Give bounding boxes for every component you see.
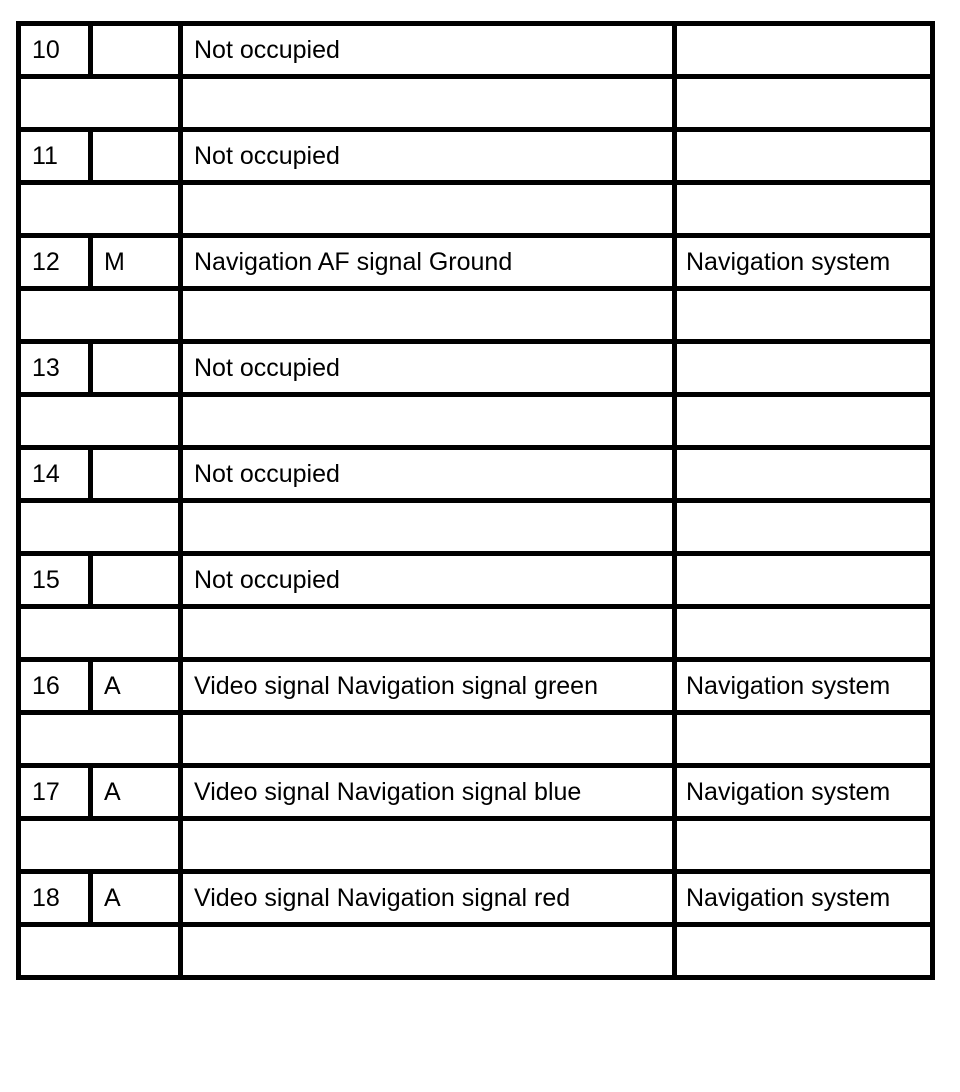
spacer-cell xyxy=(675,183,933,236)
signal-type-cell xyxy=(91,130,181,183)
pin-number-cell: 10 xyxy=(19,24,91,77)
spacer-cell xyxy=(181,607,675,660)
signal-type-cell xyxy=(91,24,181,77)
spacer-cell xyxy=(19,289,181,342)
signal-type-cell xyxy=(91,342,181,395)
spacer-cell xyxy=(675,713,933,766)
description-cell: Not occupied xyxy=(181,130,675,183)
spacer-cell xyxy=(675,289,933,342)
description-cell: Not occupied xyxy=(181,448,675,501)
signal-type-cell xyxy=(91,554,181,607)
source-cell: Navigation system xyxy=(675,660,933,713)
spacer-cell xyxy=(19,819,181,872)
signal-type-cell: M xyxy=(91,236,181,289)
spacer-cell xyxy=(181,713,675,766)
table-row xyxy=(19,130,933,183)
spacer-cell xyxy=(675,925,933,978)
source-cell: Navigation system xyxy=(675,766,933,819)
table-row xyxy=(19,554,933,607)
table-spacer-row xyxy=(19,289,933,342)
table-row xyxy=(19,448,933,501)
spacer-cell xyxy=(181,395,675,448)
spacer-cell xyxy=(19,925,181,978)
signal-type-cell xyxy=(91,448,181,501)
pin-number-cell: 16 xyxy=(19,660,91,713)
source-cell: Navigation system xyxy=(675,236,933,289)
spacer-cell xyxy=(181,77,675,130)
spacer-cell xyxy=(181,819,675,872)
pin-number-cell: 18 xyxy=(19,872,91,925)
table-spacer-row xyxy=(19,819,933,872)
table-row xyxy=(19,236,933,289)
table-spacer-row xyxy=(19,77,933,130)
spacer-cell xyxy=(181,925,675,978)
description-cell: Navigation AF signal Ground xyxy=(181,236,675,289)
spacer-cell xyxy=(675,819,933,872)
spacer-cell xyxy=(181,289,675,342)
pin-assignment-table-body xyxy=(19,24,933,978)
description-cell: Video signal Navigation signal blue xyxy=(181,766,675,819)
source-cell xyxy=(675,448,933,501)
table-row xyxy=(19,766,933,819)
spacer-cell xyxy=(181,183,675,236)
table-row xyxy=(19,24,933,77)
signal-type-cell: A xyxy=(91,872,181,925)
spacer-cell xyxy=(675,395,933,448)
source-cell xyxy=(675,24,933,77)
table-spacer-row xyxy=(19,925,933,978)
description-cell: Not occupied xyxy=(181,554,675,607)
source-cell: Navigation system xyxy=(675,872,933,925)
signal-type-cell: A xyxy=(91,660,181,713)
spacer-cell xyxy=(675,501,933,554)
pin-number-cell: 12 xyxy=(19,236,91,289)
pin-assignment-table xyxy=(16,21,935,980)
spacer-cell xyxy=(675,77,933,130)
table-spacer-row xyxy=(19,395,933,448)
source-cell xyxy=(675,554,933,607)
table-row xyxy=(19,342,933,395)
table-spacer-row xyxy=(19,713,933,766)
spacer-cell xyxy=(675,607,933,660)
pin-number-cell: 13 xyxy=(19,342,91,395)
description-cell: Video signal Navigation signal green xyxy=(181,660,675,713)
source-cell xyxy=(675,342,933,395)
table-spacer-row xyxy=(19,183,933,236)
table-row xyxy=(19,872,933,925)
table-row xyxy=(19,660,933,713)
spacer-cell xyxy=(19,607,181,660)
pin-number-cell: 15 xyxy=(19,554,91,607)
pin-number-cell: 17 xyxy=(19,766,91,819)
spacer-cell xyxy=(19,395,181,448)
description-cell: Video signal Navigation signal red xyxy=(181,872,675,925)
pin-number-cell: 11 xyxy=(19,130,91,183)
table-spacer-row xyxy=(19,501,933,554)
source-cell xyxy=(675,130,933,183)
description-cell: Not occupied xyxy=(181,24,675,77)
spacer-cell xyxy=(19,713,181,766)
spacer-cell xyxy=(19,77,181,130)
spacer-cell xyxy=(19,183,181,236)
table-spacer-row xyxy=(19,607,933,660)
spacer-cell xyxy=(19,501,181,554)
description-cell: Not occupied xyxy=(181,342,675,395)
spacer-cell xyxy=(181,501,675,554)
signal-type-cell: A xyxy=(91,766,181,819)
pin-number-cell: 14 xyxy=(19,448,91,501)
